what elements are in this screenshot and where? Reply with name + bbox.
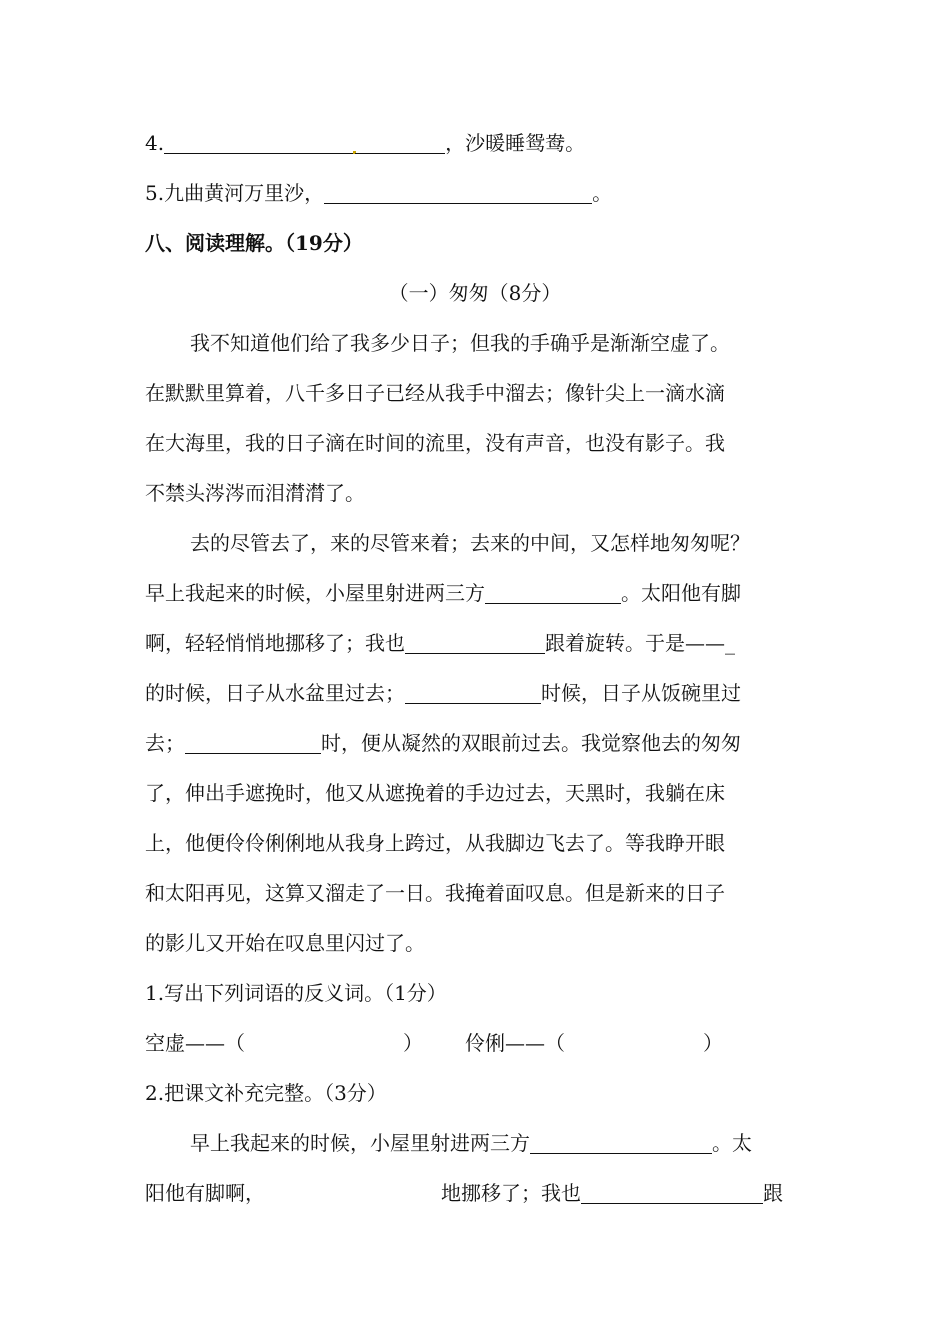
passage-text: 时，便从凝然的双眼前过去。我觉察他去的匆匆 xyxy=(321,731,741,755)
passage-line: 去的尽管去了，来的尽管来着；去来的中间，又怎样地匆匆呢？ xyxy=(190,531,750,555)
passage-line: 在大海里，我的日子滴在时间的流里，没有声音，也没有影子。我 xyxy=(145,431,725,455)
passage-line: 不禁头涔涔而泪潸潸了。 xyxy=(145,481,365,505)
passage-text: 。太 xyxy=(712,1131,752,1155)
passage-line: 我不知道他们给了我多少日子；但我的手确乎是渐渐空虚了。 xyxy=(190,331,730,355)
answer-blank[interactable] xyxy=(185,733,321,754)
item-number: 4. xyxy=(145,131,165,155)
passage-text: 跟 xyxy=(763,1181,783,1205)
underscore-mark: _ xyxy=(725,631,735,655)
passage-text: 啊，轻轻悄悄地挪移了；我也 xyxy=(145,631,405,655)
answer-blank[interactable] xyxy=(164,133,354,154)
passage-line: 上，他便伶伶俐俐地从我身上跨过，从我脚边飞去了。等我睁开眼 xyxy=(145,831,725,855)
passage-line xyxy=(145,678,741,708)
answer-blank[interactable] xyxy=(485,583,621,604)
answer-blank[interactable] xyxy=(355,133,445,154)
passage-line xyxy=(145,628,735,658)
fill-line xyxy=(145,1178,783,1208)
question-title: 1.写出下列词语的反义词。（1分） xyxy=(145,981,447,1005)
answer-blank[interactable] xyxy=(530,1133,712,1154)
passage-text: 早上我起来的时候，小屋里射进两三方 xyxy=(190,1131,530,1155)
passage-line: 在默默里算着，八千多日子已经从我手中溜去；像针尖上一滴水滴 xyxy=(145,381,725,405)
answer-blank[interactable] xyxy=(405,633,545,654)
passage-line: 和太阳再见，这算又溜走了一日。我掩着面叹息。但是新来的日子 xyxy=(145,881,725,905)
question-title: 2.把课文补充完整。（3分） xyxy=(145,1081,387,1105)
passage-line xyxy=(145,728,741,758)
close-paren: ） xyxy=(703,1031,723,1055)
fill-line xyxy=(190,1128,752,1158)
verse-end: 。 xyxy=(592,181,613,205)
passage-text: 早上我起来的时候，小屋里射进两三方 xyxy=(145,581,485,605)
passage-text: 的时候，日子从水盆里过去； xyxy=(145,681,405,705)
poem-fill-item-4 xyxy=(145,128,585,158)
passage-line: 的影儿又开始在叹息里闪过了。 xyxy=(145,931,425,955)
antonym-prompt: 空虚——（ xyxy=(145,1031,245,1055)
antonym-prompt: 伶俐——（ xyxy=(465,1031,565,1055)
passage-title: （一）匆匆（8分） xyxy=(388,281,562,305)
passage-text: 阳他有脚啊， xyxy=(145,1181,265,1205)
passage-text: 跟着旋转。于是—— xyxy=(545,631,725,655)
passage-text: 时候，日子从饭碗里过 xyxy=(541,681,741,705)
answer-blank[interactable] xyxy=(405,683,541,704)
antonym-row xyxy=(145,1028,723,1058)
answer-blank[interactable] xyxy=(324,183,592,204)
passage-text: 去； xyxy=(145,731,185,755)
answer-blank[interactable] xyxy=(581,1183,763,1204)
verse-text: 5.九曲黄河万里沙， xyxy=(145,181,325,205)
passage-text: 地挪移了；我也 xyxy=(441,1181,581,1205)
passage-text: 。太阳他有脚 xyxy=(621,581,741,605)
close-paren: ） xyxy=(403,1031,423,1055)
verse-text: ，沙暖睡鸳鸯。 xyxy=(445,131,586,155)
passage-line xyxy=(145,578,741,608)
passage-line: 了，伸出手遮挽时，他又从遮挽着的手边过去，天黑时，我躺在床 xyxy=(145,781,725,805)
section-heading: 八、阅读理解。（19分） xyxy=(145,231,363,255)
poem-fill-item-5 xyxy=(145,178,612,208)
